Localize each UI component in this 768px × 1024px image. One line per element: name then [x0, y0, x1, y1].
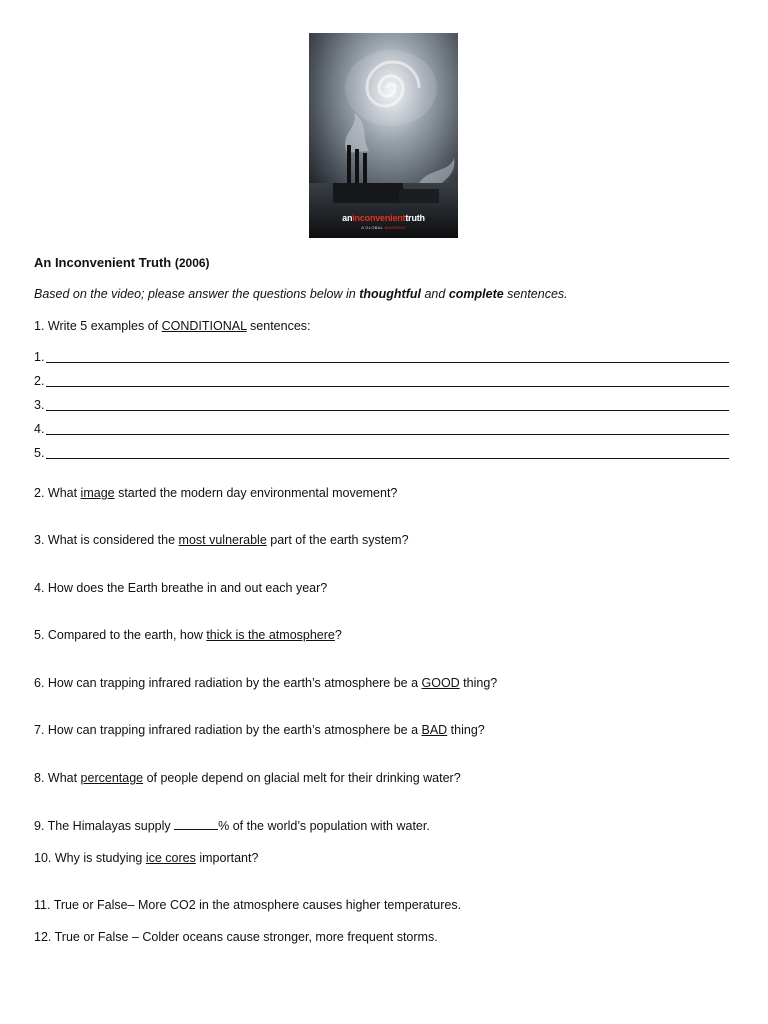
- question-10: 10. Why is studying ice cores important?: [34, 851, 259, 865]
- question-3: 3. What is considered the most vulnerable part of the earth system?: [34, 533, 409, 547]
- question-11: 11. True or False– More CO2 in the atmosphere causes higher temperatures.: [34, 898, 462, 912]
- question-4: 4. How does the Earth breathe in and out each year?: [34, 581, 328, 595]
- question-1: 1. Write 5 examples of CONDITIONAL sentences:: [34, 319, 311, 333]
- movie-poster-image: [309, 33, 458, 238]
- question-5: 5. Compared to the earth, how thick is the atmosphere?: [34, 628, 342, 642]
- worksheet-title: An Inconvenient Truth (2006): [34, 255, 210, 270]
- question-8: 8. What percentage of people depend on glacial melt for their drinking water?: [34, 771, 461, 785]
- poster-artwork: [309, 33, 458, 238]
- answer-line-1[interactable]: 1.: [34, 350, 729, 364]
- question-9: 9. The Himalayas supply % of the world’s population with water.: [34, 819, 430, 833]
- fill-in-blank[interactable]: [174, 829, 218, 830]
- poster-subtitle: A GLOBAL WARNING: [361, 225, 406, 230]
- question-12: 12. True or False – Colder oceans cause stronger, more frequent storms.: [34, 930, 438, 944]
- answer-line-2[interactable]: 2.: [34, 374, 729, 388]
- answer-line-5[interactable]: 5.: [34, 446, 729, 460]
- question-2: 2. What image started the modern day environmental movement?: [34, 486, 398, 500]
- question-6: 6. How can trapping infrared radiation by the earth’s atmosphere be a GOOD thing?: [34, 676, 498, 690]
- instructions: Based on the video; please answer the questions below in thoughtful and complete sentences.: [34, 287, 568, 301]
- answer-line-4[interactable]: 4.: [34, 422, 729, 436]
- question-7: 7. How can trapping infrared radiation by the earth’s atmosphere be a BAD thing?: [34, 723, 485, 737]
- poster-title: aninconvenienttruth: [342, 213, 425, 223]
- answer-line-3[interactable]: 3.: [34, 398, 729, 412]
